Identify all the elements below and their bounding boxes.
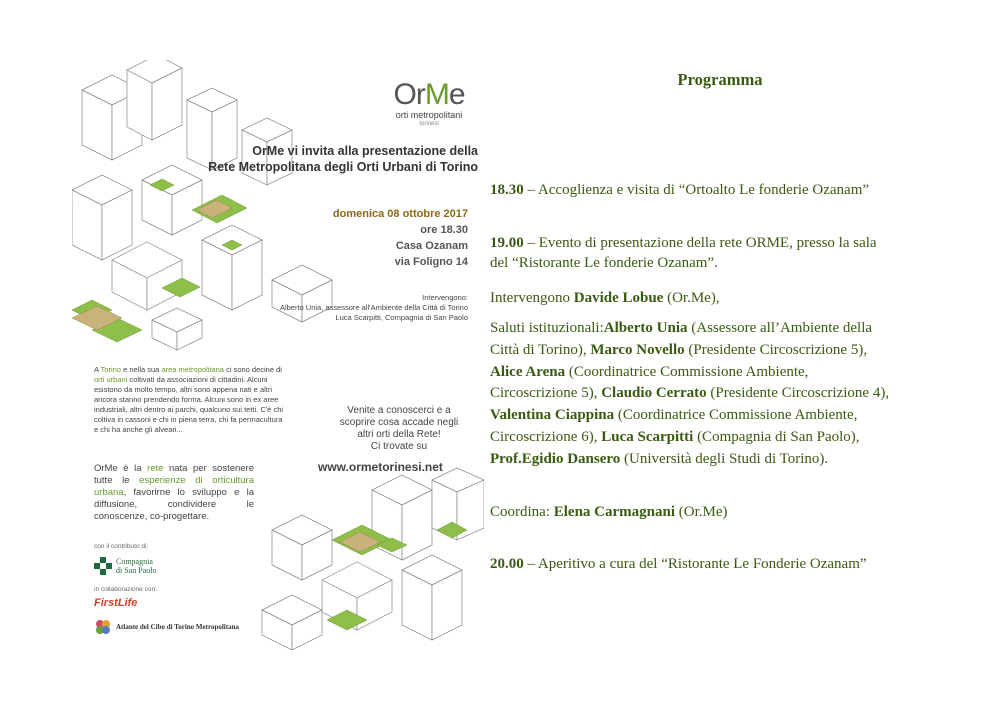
- event-venue: Casa Ozanam: [395, 240, 468, 252]
- speaker-role: Circoscrizione 6),: [490, 428, 602, 445]
- saluti-label: Saluti istituzionali:: [490, 320, 604, 336]
- intervengono-name: Davide Lobue: [573, 290, 664, 306]
- intro-highlight-orti: orti urbani: [94, 375, 128, 384]
- event-date: domenica 08 ottobre 2017: [332, 208, 468, 220]
- program-item-2: [490, 233, 950, 273]
- speaker-line-1: Alberto Unia, assessore all'Ambiente della Città di Torino: [279, 303, 468, 312]
- invitation-headline: [148, 143, 478, 175]
- coordina-name: Elena Carmagnani: [553, 504, 676, 520]
- item-3-time: 20.00: [490, 556, 524, 572]
- speaker-line-2: Luca Scarpitti, Compagnia di San Paolo: [335, 313, 468, 322]
- trovate-text: Ci trovate su: [370, 441, 428, 452]
- speaker-role: (Università degli Studi di Torino).: [620, 450, 829, 467]
- speaker-role: Città di Torino),: [490, 341, 591, 358]
- logo-mark-m: M: [424, 78, 449, 111]
- atlante-flower-icon: [94, 618, 112, 636]
- saluti-block: [490, 318, 950, 471]
- logo-mark-or: Or: [393, 78, 425, 111]
- rete-text: nata per sostenere tutte le: [94, 463, 254, 486]
- program-title: Programma: [677, 70, 763, 89]
- atlante-logo: [94, 618, 239, 636]
- speaker-role: (Coordinatrice Commissione Ambiente,: [565, 363, 809, 380]
- intro-highlight-torino: Torino: [100, 365, 121, 374]
- speaker-role: Circoscrizione 5),: [490, 385, 602, 402]
- rete-highlight-esperienze: esperienze di orticultura urbana: [94, 475, 254, 498]
- program-item-1: [490, 180, 950, 200]
- rete-text: OrMe è la: [94, 463, 148, 474]
- event-time: ore 18.30: [420, 224, 468, 236]
- venite-text: Venite a conoscerci e a scoprire cosa accade negli altri orti della Rete!: [339, 405, 459, 440]
- item-2-text-b: del “Ristorante Le fonderie Ozanam”.: [490, 255, 718, 271]
- flyer-speakers: [280, 293, 468, 323]
- item-1-text: – Accoglienza e visita di “Ortoalto Le fonderie Ozanam”: [523, 182, 870, 198]
- intro-text: A: [94, 365, 101, 374]
- coordina-org: (Or.Me): [675, 504, 728, 520]
- speaker-role: (Coordinatrice Commissione Ambiente,: [614, 407, 858, 424]
- intervengono-org: (Or.Me),: [663, 290, 720, 306]
- collab-label: in collaborazione con:: [94, 586, 157, 593]
- speaker-name: Marco Novello: [590, 341, 685, 358]
- speaker-role: (Presidente Circoscrizione 5),: [684, 341, 868, 358]
- intervengono-label: Intervengono: [490, 290, 574, 306]
- item-3-text: – Aperitivo a cura del “Ristorante Le Fonderie Ozanam”: [523, 556, 867, 572]
- orme-logo: [384, 80, 474, 128]
- csp-name-2: di San Paolo: [116, 566, 157, 575]
- coordina-line: [490, 502, 950, 522]
- rete-text: , favorirne lo sviluppo e la diffusione, condividere le conoscenze, co-progettare.: [94, 487, 254, 522]
- invitation-line-2: Rete Metropolitana degli Orti Urbani di Torino: [208, 160, 478, 174]
- event-details: [333, 206, 468, 270]
- intervengono-line: [490, 288, 950, 308]
- logo-subtitle-city: torinesi: [419, 121, 439, 127]
- rete-paragraph: [94, 463, 254, 523]
- csp-cross-icon: [94, 557, 112, 575]
- program-item-3: [490, 554, 950, 574]
- speaker-name: Claudio Cerrato: [601, 385, 707, 402]
- logo-mark-e: e: [448, 78, 465, 111]
- csp-name-1: Compagnia: [116, 557, 153, 566]
- compagnia-san-paolo-logo: [94, 557, 156, 575]
- intro-text: e nella sua: [120, 365, 162, 374]
- speaker-name: Luca Scarpitti: [601, 428, 694, 445]
- item-2-time: 19.00: [490, 235, 524, 251]
- item-1-time: 18.30: [490, 182, 524, 198]
- firstlife-logo: FirstLife: [94, 597, 138, 609]
- intro-text: coltivati da associazioni di cittadini. Alcuni esistono da molto tempo, altri sono appena nati e altri ancora stanno prendendo forma. Alcuni sono in ex aree industriali, altri dentro ai parchi, qualcuno sui tetti. C'è chi coltiva in cassoni e chi in piena terra, chi fa permacultura e chi ha anche gli alveari...: [94, 375, 284, 434]
- speaker-role: (Presidente Circoscrizione 4),: [706, 385, 890, 402]
- website-link[interactable]: www.ormetorinesi.net: [318, 460, 443, 474]
- intro-highlight-area: area metropolitana: [161, 365, 224, 374]
- speaker-name: Prof.Egidio Dansero: [490, 450, 621, 467]
- speaker-role: (Compagnia di San Paolo),: [693, 428, 860, 445]
- invitation-flyer: [72, 60, 484, 650]
- venite-callout: [334, 405, 464, 453]
- speaker-role: (Assessore all’Ambiente della: [687, 320, 873, 336]
- event-address: via Foligno 14: [394, 256, 468, 268]
- speaker-name: Alberto Unia: [603, 320, 688, 336]
- intro-text: ci sono decine di: [223, 365, 282, 374]
- rete-highlight: rete: [147, 463, 164, 474]
- speaker-name: Alice Arena: [490, 363, 566, 380]
- atlante-name: Atlante del Cibo di Torino Metropolitana: [116, 623, 239, 631]
- coordina-label: Coordina:: [490, 504, 554, 520]
- logo-subtitle: orti metropolitani: [395, 110, 463, 120]
- speakers-label: Intervengono:: [422, 293, 468, 302]
- speaker-name: Valentina Ciappina: [490, 407, 615, 424]
- intro-paragraph: [94, 365, 284, 435]
- item-2-text-a: – Evento di presentazione della rete ORME, presso la sala: [523, 235, 877, 251]
- invitation-line-1: OrMe vi invita alla presentazione della: [252, 144, 478, 158]
- contrib-label: con il contributo di:: [94, 543, 149, 550]
